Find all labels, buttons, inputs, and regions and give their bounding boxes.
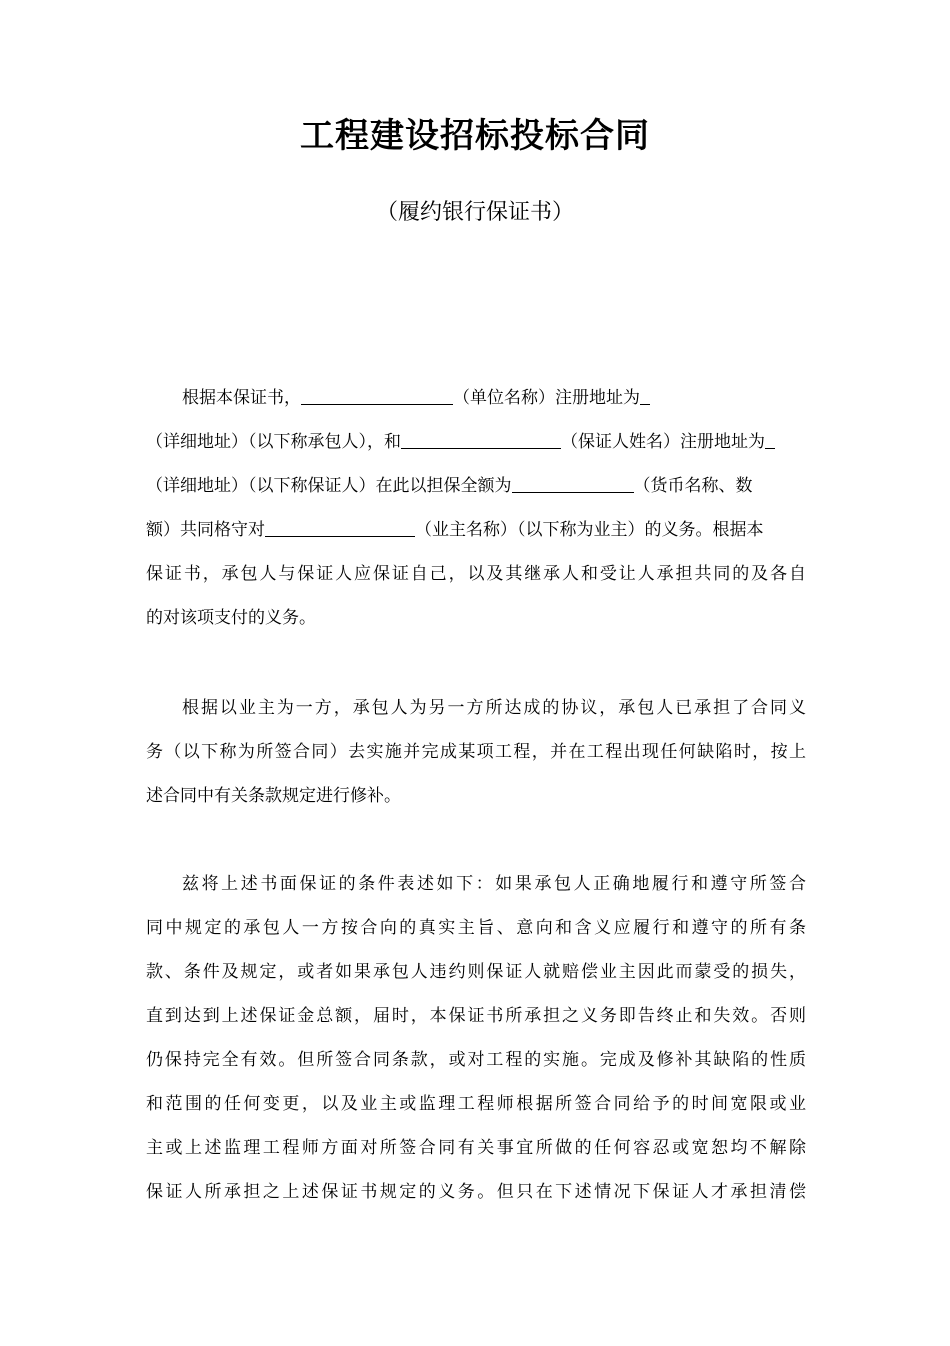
text-segment: （单位名称）注册地址为	[453, 388, 640, 408]
document-subtitle: （履约银行保证书）	[375, 200, 574, 225]
paragraph-line: 根据以业主为一方，承包人为另一方所达成的协议，承包人已承担了合同义	[182, 698, 806, 718]
document-title: 工程建设招标投标合同	[300, 116, 650, 156]
paragraph-line	[146, 420, 806, 464]
paragraph-line: 同中规定的承包人一方按合向的真实主旨、意向和含义应履行和遵守的所有条	[146, 918, 806, 938]
paragraph-line: 款、条件及规定，或者如果承包人违约则保证人就赔偿业主因此而蒙受的损失，	[146, 962, 806, 982]
paragraph-line	[146, 464, 806, 508]
registered-address-blank	[640, 386, 650, 405]
paragraph-line: 保证书，承包人与保证人应保证自己，以及其继承人和受让人承担共同的及各自	[146, 564, 806, 584]
paragraph-line: 和范围的任何变更，以及业主或监理工程师根据所签合同给予的时间宽限或业	[146, 1094, 806, 1114]
text-segment: （保证人姓名）注册地址为	[561, 432, 765, 452]
paragraph-line: 述合同中有关条款规定进行修补。	[146, 786, 401, 806]
paragraph-line: 的对该项支付的义务。	[146, 608, 316, 628]
guarantor-name-blank	[401, 430, 561, 449]
text-segment: （业主名称）（以下称为业主）的义务。根据本	[415, 520, 764, 540]
paragraph-line	[146, 376, 806, 420]
paragraph-line: 兹将上述书面保证的条件表述如下：如果承包人正确地履行和遵守所签合	[182, 874, 806, 894]
text-segment: （货币名称、数	[633, 476, 753, 496]
guarantee-amount-blank	[512, 474, 634, 493]
unit-name-blank	[301, 386, 453, 405]
paragraph-line: 仍保持完全有效。但所签合同条款，或对工程的实施。完成及修补其缺陷的性质	[146, 1050, 806, 1070]
text-segment: （详细地址）（以下称保证人）在此以担保全额为	[146, 476, 512, 496]
paragraph-contract-obligation	[146, 686, 806, 818]
text-segment: 额）共同格守对	[146, 520, 265, 540]
paragraph-line: 直到达到上述保证金总额，届时，本保证书所承担之义务即告终止和失效。否则	[146, 1006, 806, 1026]
text-segment: 根据本保证书，	[182, 388, 301, 408]
paragraph-line	[146, 508, 806, 552]
paragraph-guarantee-conditions	[146, 862, 806, 1214]
text-segment: （详细地址）（以下称承包人），和	[146, 432, 401, 452]
paragraph-guarantee-parties	[146, 376, 806, 640]
guarantor-address-blank	[765, 430, 775, 449]
owner-name-blank	[265, 518, 415, 537]
paragraph-line: 主或上述监理工程师方面对所签合同有关事宜所做的任何容忍或宽恕均不解除	[146, 1138, 806, 1158]
paragraph-line: 保证人所承担之上述保证书规定的义务。但只在下述情况下保证人才承担清偿	[146, 1182, 806, 1202]
paragraph-line: 务（以下称为所签合同）去实施并完成某项工程，并在工程出现任何缺陷时，按上	[146, 742, 806, 762]
